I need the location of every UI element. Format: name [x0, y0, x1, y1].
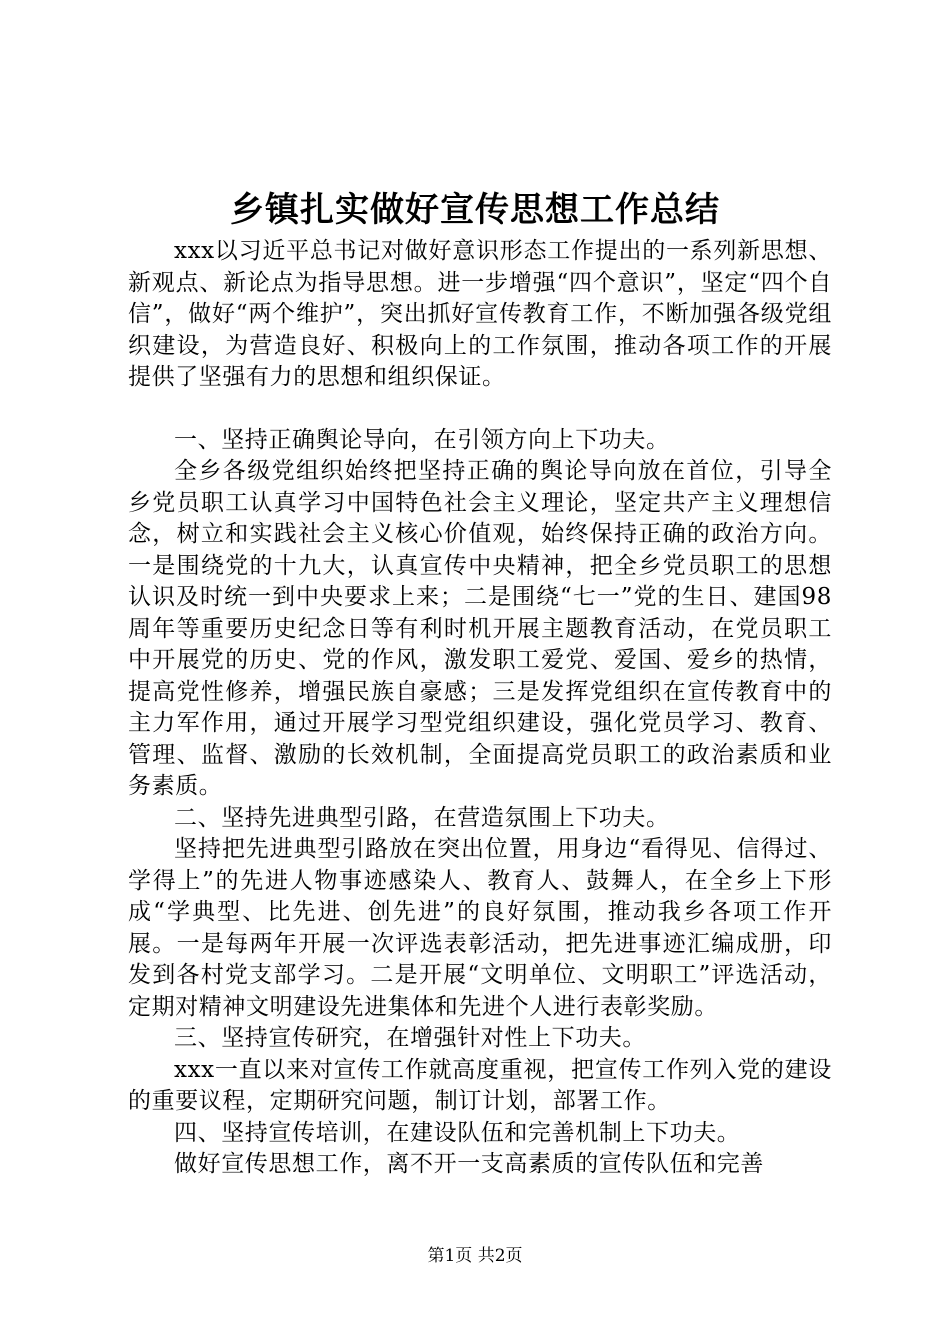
section-heading-4: 四、坚持宣传培训，在建设队伍和完善机制上下功夫。 [174, 1119, 741, 1146]
section-paragraph-3: xxx一直以来对宣传工作就高度重视，把宣传工作列入党的建设的重要议程，定期研究问题，制订计划，部署工作。 [128, 1056, 832, 1114]
section-paragraph-4: 做好宣传思想工作，离不开一支高素质的宣传队伍和完善 [174, 1151, 764, 1177]
intro-paragraph: xxx以习近平总书记对做好意识形态工作提出的一系列新思想、新观点、新论点为指导思想。进一步增强“四个意识”，坚定“四个自信”，做好“两个维护”，突出抓好宣传教育工作，不断加强各级党组织建设，为营造良好、积极向上的工作氛围，推动各项工作的开展提供了坚强有力的思想和组织保证。 [128, 238, 832, 390]
section-heading-1: 一、坚持正确舆论导向，在引领方向上下功夫。 [174, 426, 670, 453]
page-footer: 第1页 共2页 [427, 1246, 523, 1266]
document-body [128, 236, 832, 1181]
section-heading-2: 二、坚持先进典型引路，在营造氛围上下功夫。 [174, 804, 670, 831]
section-paragraph-2: 坚持把先进典型引路放在突出位置，用身边“看得见、信得过、学得上”的先进人物事迹感染人、教育人、鼓舞人，在全乡上下形成“学典型、比先进、创先进”的良好氛围，推动我乡各项工作开展。一是每两年开展一次评选表彰活动，把先进事迹汇编成册，印发到各村党支部学习。二是开展“文明单位、文明职工”评选活动，定期对精神文明建设先进集体和先进个人进行表彰奖励。 [128, 836, 832, 1020]
section-heading-3: 三、坚持宣传研究，在增强针对性上下功夫。 [174, 1025, 646, 1051]
document-title: 乡镇扎实做好宣传思想工作总结 [230, 190, 720, 230]
section-paragraph-1: 全乡各级党组织始终把坚持正确的舆论导向放在首位，引导全乡党员职工认真学习中国特色社会主义理论，坚定共产主义理想信念，树立和实践社会主义核心价值观，始终保持正确的政治方向。一是围绕党的十九大，认真宣传中央精神，把全乡党员职工的思想认识及时统一到中央要求上来；二是围绕“七一”党的生日、建国98周年等重要历史纪念日等有利时机开展主题教育活动，在党员职工中开展党的历史、党的作风，激发职工爱党、爱国、爱乡的热情，提高党性修养，增强民族自豪感；三是发挥党组织在宣传教育中的主力军作用，通过开展学习型党组织建设，强化党员学习、教育、管理、监督、激励的长效机制，全面提高党员职工的政治素质和业务素质。 [128, 458, 832, 799]
